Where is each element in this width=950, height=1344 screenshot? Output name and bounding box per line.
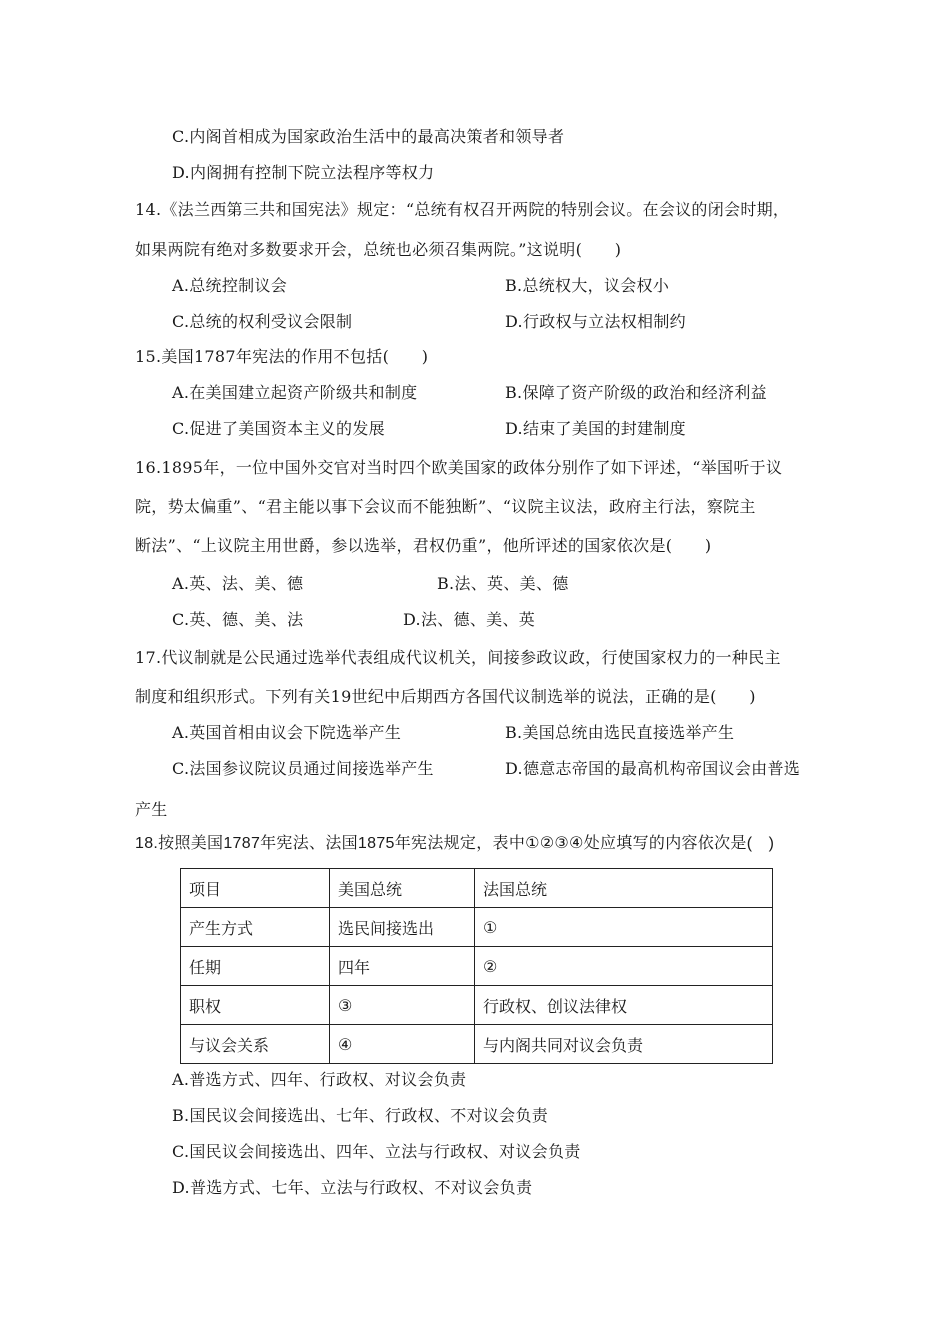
table-row	[181, 947, 773, 986]
table-cell: 项目	[181, 869, 330, 908]
q18-option-b: B.国民议会间接选出、七年、行政权、不对议会负责	[172, 1106, 549, 1125]
q15-option-b: B.保障了资产阶级的政治和经济利益	[505, 383, 767, 402]
q13-option-d: D.内阁拥有控制下院立法程序等权力	[172, 163, 435, 182]
q17-option-a: A.英国首相由议会下院选举产生	[172, 723, 402, 742]
table-cell: 与议会关系	[181, 1025, 330, 1064]
q13-option-c: C.内阁首相成为国家政治生活中的最高决策者和领导者	[172, 127, 565, 146]
table-cell: 四年	[330, 947, 475, 986]
q16-option-b: B.法、英、美、德	[437, 574, 569, 593]
table-cell: ②	[475, 947, 773, 986]
q16-stem-line-1: 16.1895年，一位中国外交官对当时四个欧美国家的政体分别作了如下评述，“举国听于议	[135, 458, 783, 477]
q18-stem: 18.按照美国1787年宪法、法国1875年宪法规定，表中①②③④处应填写的内容依次是( )	[135, 835, 775, 852]
q16-option-d: D.法、德、美、英	[403, 610, 536, 629]
q17-option-c: C.法国参议院议员通过间接选举产生	[172, 759, 434, 778]
q14-stem-line-1: 14.《法兰西第三共和国宪法》规定：“总统有权召开两院的特别会议。在会议的闭会时期，	[135, 200, 790, 219]
table-cell: ①	[475, 908, 773, 947]
q17-stem-line-1: 17.代议制就是公民通过选举代表组成代议机关，间接参政议政，行使国家权力的一种民主	[135, 648, 781, 667]
q15-option-c: C.促进了美国资本主义的发展	[172, 419, 385, 438]
table-cell: 选民间接选出	[330, 908, 475, 947]
table-cell: 任期	[181, 947, 330, 986]
q16-stem-line-2: 院，势太偏重”、“君主能以事下会议而不能独断”、“议院主议法，政府主行法，察院主	[135, 497, 756, 516]
q16-option-c: C.英、德、美、法	[172, 610, 304, 629]
table-cell: 产生方式	[181, 908, 330, 947]
q15-stem: 15.美国1787年宪法的作用不包括( )	[135, 347, 429, 366]
q18-comparison-table	[180, 868, 773, 1064]
q18-option-c: C.国民议会间接选出、四年、立法与行政权、对议会负责	[172, 1142, 581, 1161]
q14-option-b: B.总统权大，议会权小	[505, 276, 670, 295]
q18-option-d: D.普选方式、七年、立法与行政权、不对议会负责	[172, 1178, 533, 1197]
q17-stem-line-2: 制度和组织形式。下列有关19世纪中后期西方各国代议制选举的说法，正确的是( )	[135, 687, 756, 706]
q14-option-a: A.总统控制议会	[172, 276, 288, 295]
table-cell: 行政权、创议法律权	[475, 986, 773, 1025]
q15-option-d: D.结束了美国的封建制度	[505, 419, 686, 438]
table-cell: 法国总统	[475, 869, 773, 908]
table-cell: 与内阁共同对议会负责	[475, 1025, 773, 1064]
q18-option-a: A.普选方式、四年、行政权、对议会负责	[172, 1070, 467, 1089]
table-row	[181, 1025, 773, 1064]
q15-option-a: A.在美国建立起资产阶级共和制度	[172, 383, 418, 402]
table-cell: ③	[330, 986, 475, 1025]
table-row	[181, 986, 773, 1025]
table-cell: 美国总统	[330, 869, 475, 908]
q17-option-d-continuation: 产生	[135, 800, 168, 819]
q16-option-a: A.英、法、美、德	[172, 574, 304, 593]
table-cell: ④	[330, 1025, 475, 1064]
q17-option-b: B.美国总统由选民直接选举产生	[505, 723, 735, 742]
q17-option-d: D.德意志帝国的最高机构帝国议会由普选	[505, 759, 801, 778]
table-row	[181, 908, 773, 947]
q14-stem-line-2: 如果两院有绝对多数要求开会，总统也必须召集两院。”这说明( )	[135, 240, 622, 259]
q16-stem-line-3: 断法”、“上议院主用世爵，参以选举，君权仍重”，他所评述的国家依次是( )	[135, 536, 712, 555]
q14-option-d: D.行政权与立法权相制约	[505, 312, 686, 331]
q14-option-c: C.总统的权利受议会限制	[172, 312, 353, 331]
table-row	[181, 869, 773, 908]
table-cell: 职权	[181, 986, 330, 1025]
